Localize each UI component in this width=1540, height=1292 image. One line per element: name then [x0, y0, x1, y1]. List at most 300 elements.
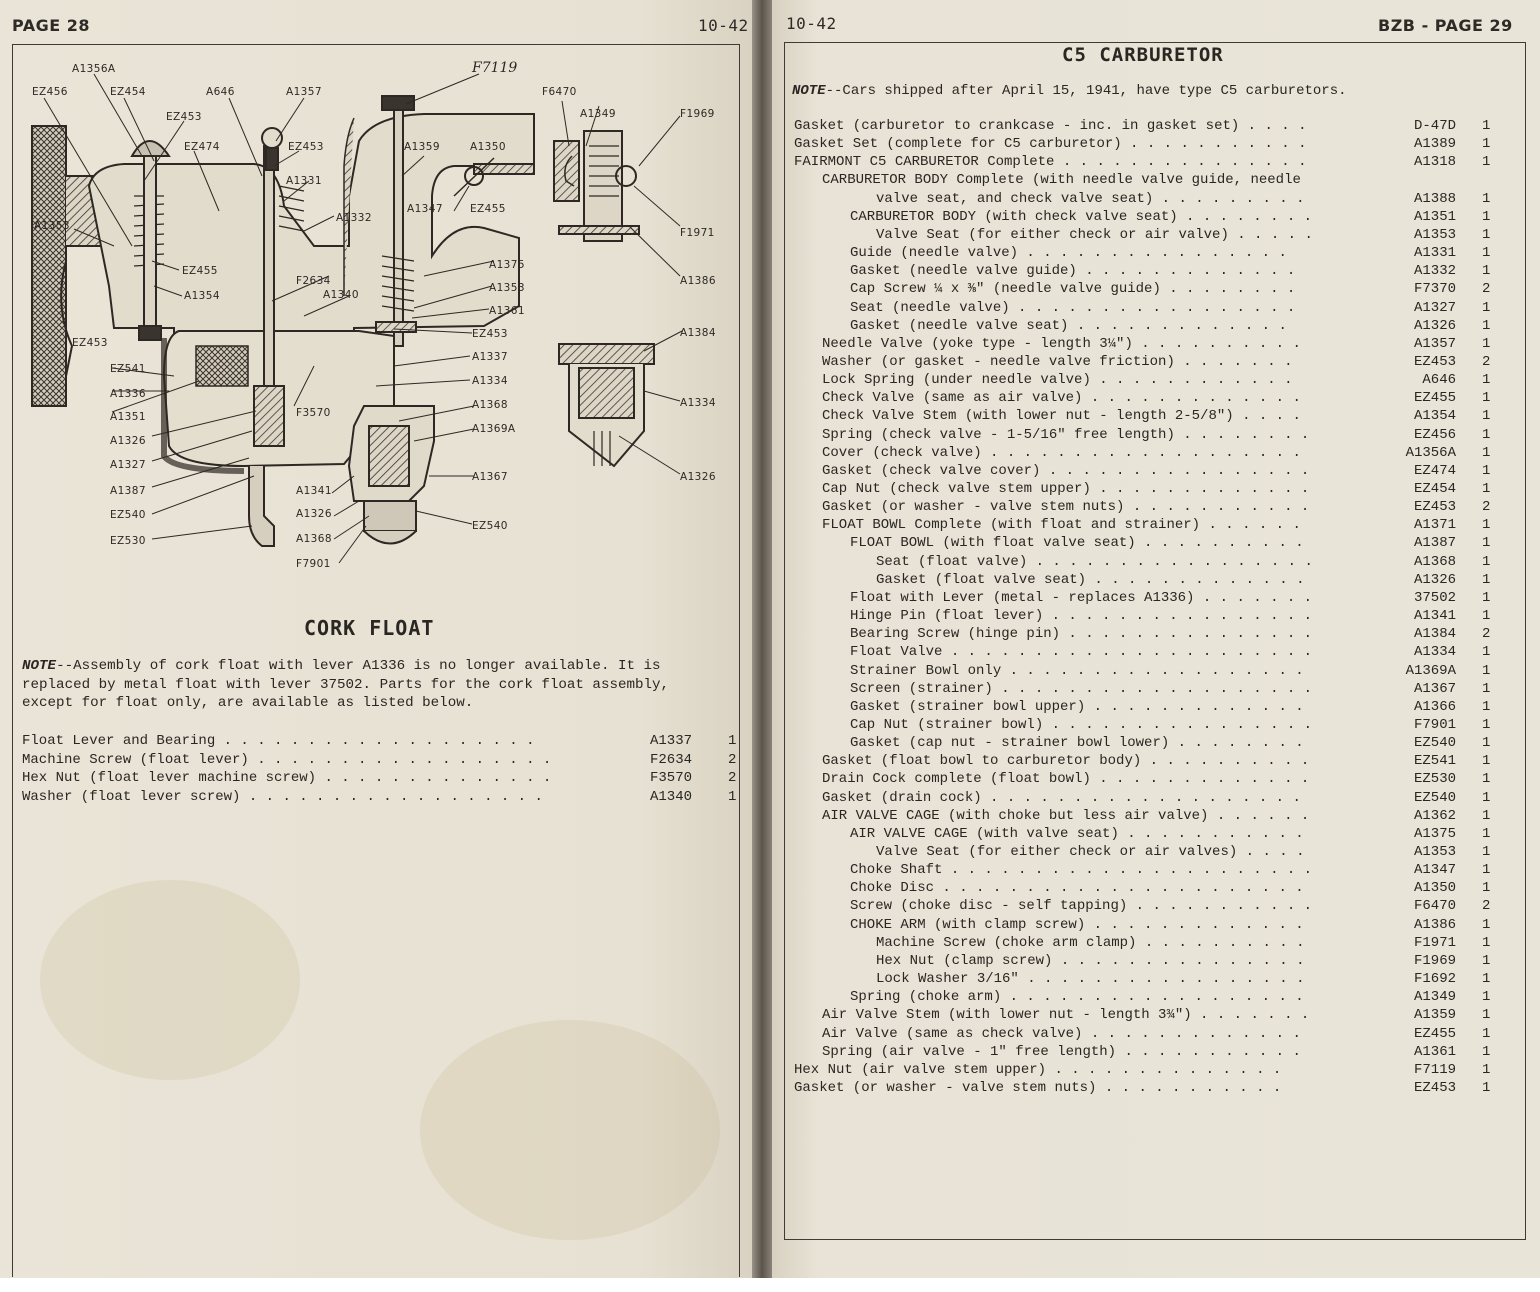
- parts-row: [772, 879, 1532, 897]
- part-number: A1386: [1413, 916, 1456, 933]
- parts-row: [772, 534, 1532, 552]
- parts-row: [772, 770, 1532, 788]
- diagram-callout-label: F3570: [296, 407, 331, 419]
- parts-row: [772, 662, 1532, 680]
- parts-row: [772, 262, 1532, 280]
- part-description: valve seat, and check valve seat) . . . . . . . . .: [876, 190, 1305, 207]
- diagram-callout-label: A1386: [680, 275, 716, 287]
- part-number: A1354: [1413, 408, 1456, 425]
- part-description: Spring (check valve - 1-5/16" free length) . . . . . . . .: [822, 426, 1310, 443]
- part-number: A1387: [1413, 535, 1456, 552]
- part-number: A1369A: [1405, 662, 1456, 679]
- part-description: AIR VALVE CAGE (with valve seat) . . . . . . . . . . .: [850, 825, 1304, 842]
- parts-row: [772, 807, 1532, 825]
- diagram-callout-label: A1349: [580, 108, 616, 120]
- diagram-callout-label: EZ541: [110, 363, 146, 375]
- diagram-callout-label: A1334: [472, 375, 508, 387]
- diagram-callout-label: F7901: [296, 558, 331, 570]
- book-gutter: [752, 0, 772, 1278]
- part-quantity: 1: [1482, 462, 1491, 479]
- part-number: A1353: [1413, 226, 1456, 243]
- part-number: A1326: [1413, 317, 1456, 334]
- part-description: Strainer Bowl only . . . . . . . . . . . . . . . . . .: [850, 662, 1304, 679]
- part-description: Check Valve (same as air valve) . . . . . . . . . . . . .: [822, 390, 1301, 407]
- diagram-callout-label: A1334: [680, 397, 716, 409]
- part-number: A1389: [1413, 136, 1456, 153]
- diagram-callout-label: A1336: [110, 388, 146, 400]
- parts-row: [772, 371, 1532, 389]
- diagram-callout-label: EZ530: [110, 535, 146, 547]
- parts-row: [772, 916, 1532, 934]
- parts-row: [772, 734, 1532, 752]
- part-quantity: 1: [1482, 716, 1491, 733]
- part-description: Guide (needle valve) . . . . . . . . . . . . . . . .: [850, 245, 1287, 262]
- parts-row: [772, 643, 1532, 661]
- part-number: A1332: [1413, 263, 1456, 280]
- parts-row: [772, 335, 1532, 353]
- note-label: NOTE: [792, 83, 826, 99]
- part-quantity: 2: [1482, 499, 1491, 516]
- cork-float-note: [22, 657, 669, 713]
- part-quantity: 1: [1482, 662, 1491, 679]
- diagram-callout-label: A1387: [110, 485, 146, 497]
- part-quantity: 1: [1482, 154, 1491, 171]
- part-description: Gasket (check valve cover) . . . . . . . . . . . . . . . .: [822, 462, 1310, 479]
- part-description: Float with Lever (metal - replaces A1336) . . . . . . .: [850, 589, 1313, 606]
- part-quantity: 1: [1482, 789, 1491, 806]
- parts-row: [772, 153, 1532, 171]
- parts-row: [772, 407, 1532, 425]
- part-quantity: 1: [1482, 825, 1491, 842]
- part-number: A1375: [1413, 825, 1456, 842]
- part-number: EZ453: [1413, 353, 1456, 370]
- part-description: Washer (or gasket - needle valve friction) . . . . . . .: [822, 353, 1293, 370]
- part-description: Gasket (strainer bowl upper) . . . . . . . . . . . . .: [850, 698, 1304, 715]
- part-number: EZ541: [1413, 753, 1456, 770]
- part-description: AIR VALVE CAGE (with choke but less air valve) . . . . . .: [822, 807, 1310, 824]
- parts-row: [772, 444, 1532, 462]
- part-number: F7370: [1413, 281, 1456, 298]
- diagram-callout-label: A646: [206, 86, 235, 98]
- diagram-callout-label: A1368: [296, 533, 332, 545]
- diagram-callout-label: F2634: [296, 275, 331, 287]
- diagram-callout-label: F1969: [680, 108, 715, 120]
- part-description: Needle Valve (yoke type - length 3¼") . . . . . . . . . .: [822, 335, 1301, 352]
- part-quantity: 1: [1482, 571, 1491, 588]
- part-number: A1331: [1413, 245, 1456, 262]
- part-number: A1368: [1413, 553, 1456, 570]
- part-quantity: 1: [1482, 553, 1491, 570]
- part-number: A1337: [650, 733, 693, 749]
- part-number: A1367: [1413, 680, 1456, 697]
- part-number: A1362: [1413, 807, 1456, 824]
- part-quantity: 1: [1482, 1025, 1491, 1042]
- diagram-callout-label: F6470: [542, 86, 577, 98]
- diagram-callout-label: EZ453: [472, 328, 508, 340]
- part-number: A1347: [1413, 862, 1456, 879]
- part-quantity: 1: [1482, 208, 1491, 225]
- part-description: Gasket (float bowl to carburetor body) . . . . . . . . . .: [822, 753, 1310, 770]
- part-quantity: 1: [728, 788, 737, 805]
- part-description: Cap Nut (strainer bowl) . . . . . . . . . . . . . . . .: [850, 716, 1313, 733]
- parts-row: [22, 788, 742, 806]
- part-number: A1357: [1413, 335, 1456, 352]
- part-description: Machine Screw (choke arm clamp) . . . . . . . . . .: [876, 934, 1305, 951]
- part-quantity: 2: [1482, 626, 1491, 643]
- handwritten-label: F7119: [472, 60, 518, 76]
- part-description: Air Valve Stem (with lower nut - length 3¾") . . . . . . .: [822, 1007, 1310, 1024]
- parts-row: [772, 970, 1532, 988]
- part-description: Spring (air valve - 1" free length) . . . . . . . . . . .: [822, 1043, 1301, 1060]
- part-quantity: 2: [1482, 281, 1491, 298]
- part-description: Gasket (drain cock) . . . . . . . . . . . . . . . . . . .: [822, 789, 1301, 806]
- part-quantity: 1: [1482, 698, 1491, 715]
- part-number: EZ455: [1413, 1025, 1456, 1042]
- parts-row: [772, 299, 1532, 317]
- part-number: F1692: [1413, 971, 1456, 988]
- diagram-callout-label: EZ456: [32, 86, 68, 98]
- diagram-callout-label: A1332: [336, 212, 372, 224]
- note-line-2: replaced by metal float with lever 37502. Parts for the cork float assembly,: [22, 676, 670, 693]
- parts-row: [772, 789, 1532, 807]
- section-title-cork-float: CORK FLOAT: [304, 616, 435, 640]
- diagram-callout-label: EZ540: [472, 520, 508, 532]
- part-quantity: 1: [1482, 299, 1491, 316]
- part-number: F2634: [650, 751, 693, 768]
- part-quantity: 1: [1482, 408, 1491, 425]
- diagram-callout-label: EZ454: [110, 86, 146, 98]
- parts-row: [772, 498, 1532, 516]
- part-number: A1359: [1413, 1007, 1456, 1024]
- parts-row: [772, 934, 1532, 952]
- parts-row: [772, 244, 1532, 262]
- part-number: F1969: [1413, 952, 1456, 969]
- diagram-callout-label: A1368: [472, 399, 508, 411]
- part-quantity: 1: [1482, 807, 1491, 824]
- part-quantity: 1: [1482, 426, 1491, 443]
- part-quantity: 1: [1482, 372, 1491, 389]
- diagram-callout-label: A1350: [470, 141, 506, 153]
- part-number: D-47D: [1413, 118, 1456, 134]
- diagram-callout-label: A1326: [110, 435, 146, 447]
- parts-row: [772, 1079, 1532, 1097]
- parts-row: [772, 389, 1532, 407]
- part-quantity: 1: [1482, 335, 1491, 352]
- diagram-callout-label: A1347: [407, 203, 443, 215]
- part-number: A1388: [1413, 190, 1456, 207]
- part-description: Gasket (float valve seat) . . . . . . . . . . . . .: [876, 571, 1305, 588]
- part-description: Valve Seat (for either check or air valves) . . . .: [876, 844, 1305, 860]
- diagram-callout-label: A1353: [34, 220, 70, 232]
- right-page: [772, 0, 1540, 1278]
- diagram-callout-label: EZ453: [72, 337, 108, 349]
- parts-row: [772, 1061, 1532, 1079]
- part-quantity: 1: [1482, 971, 1491, 988]
- diagram-callout-label: A1356A: [72, 63, 116, 75]
- part-number: F6470: [1413, 898, 1456, 915]
- part-quantity: 1: [1482, 589, 1491, 606]
- parts-row: [772, 317, 1532, 335]
- diagram-callout-label: A1367: [472, 471, 508, 483]
- part-quantity: 1: [1482, 862, 1491, 879]
- part-description: Float Lever and Bearing . . . . . . . . . . . . . . . . . . .: [22, 733, 535, 749]
- diagram-callout-label: EZ455: [470, 203, 506, 215]
- part-number: A1349: [1413, 989, 1456, 1006]
- diagram-callout-label: A1331: [286, 175, 322, 187]
- parts-row: [772, 589, 1532, 607]
- parts-row: [772, 752, 1532, 770]
- diagram-callout-label: A1361: [489, 305, 525, 317]
- diagram-callout-label: A1369A: [472, 423, 516, 435]
- part-description: Choke Disc . . . . . . . . . . . . . . . . . . . . . .: [850, 880, 1304, 897]
- part-quantity: 1: [1482, 517, 1491, 534]
- part-description: Float Valve . . . . . . . . . . . . . . . . . . . . . .: [850, 644, 1313, 661]
- parts-row: [22, 732, 742, 750]
- parts-row: [772, 825, 1532, 843]
- note-line-1: --Assembly of cork float with lever A1336 is no longer available. It is: [56, 658, 661, 674]
- part-description: Gasket (needle valve seat) . . . . . . . . . . . . .: [850, 317, 1287, 334]
- part-number: A1326: [1413, 571, 1456, 588]
- diagram-callout-label: A1359: [404, 141, 440, 153]
- part-description: Lock Spring (under needle valve) . . . . . . . . . . . .: [822, 372, 1293, 389]
- parts-row: [772, 988, 1532, 1006]
- part-number: A1353: [1413, 844, 1456, 860]
- part-description: FLOAT BOWL (with float valve seat) . . . . . . . . . .: [850, 535, 1304, 552]
- part-quantity: 1: [1482, 1061, 1491, 1078]
- part-description: Screw (choke disc - self tapping) . . . . . . . . . . .: [850, 898, 1313, 915]
- part-quantity: 1: [1482, 535, 1491, 552]
- part-quantity: 1: [1482, 735, 1491, 752]
- part-description: Gasket (or washer - valve stem nuts) . . . . . . . . . . .: [822, 499, 1310, 516]
- parts-row: [772, 1025, 1532, 1043]
- parts-row: [772, 1043, 1532, 1061]
- part-number: EZ530: [1413, 771, 1456, 788]
- parts-row: [772, 226, 1532, 244]
- left-page: [0, 0, 752, 1278]
- diagram-callout-label: EZ455: [182, 265, 218, 277]
- part-description: Screen (strainer) . . . . . . . . . . . . . . . . . . .: [850, 680, 1313, 697]
- diagram-callout-label: A1351: [110, 411, 146, 423]
- part-description: Choke Shaft . . . . . . . . . . . . . . . . . . . . . .: [850, 862, 1313, 879]
- part-description: Hinge Pin (float lever) . . . . . . . . . . . . . . . .: [850, 608, 1313, 625]
- part-number: F1971: [1413, 934, 1456, 951]
- part-description: Hex Nut (float lever machine screw) . . . . . . . . . . . . . .: [22, 770, 552, 787]
- part-description: Cap Nut (check valve stem upper) . . . . . . . . . . . . .: [822, 481, 1310, 497]
- part-quantity: 1: [1482, 753, 1491, 770]
- diagram-callout-label: A1375: [489, 259, 525, 271]
- part-number: A1351: [1413, 208, 1456, 225]
- part-quantity: 2: [1482, 898, 1491, 915]
- parts-row: [772, 135, 1532, 153]
- part-description: Gasket (needle valve guide) . . . . . . . . . . . . .: [850, 263, 1296, 280]
- part-quantity: 1: [1482, 245, 1491, 262]
- part-number: A1361: [1413, 1043, 1456, 1060]
- part-description: Bearing Screw (hinge pin) . . . . . . . . . . . . . . .: [850, 626, 1313, 643]
- part-number: EZ455: [1413, 390, 1456, 407]
- part-quantity: 1: [1482, 118, 1491, 134]
- parts-row: [772, 698, 1532, 716]
- part-quantity: 1: [1482, 481, 1491, 497]
- part-description: Seat (needle valve) . . . . . . . . . . . . . . . . .: [850, 299, 1296, 316]
- part-quantity: 1: [1482, 952, 1491, 969]
- carburetor-diagram: [14, 46, 734, 576]
- part-number: A1334: [1413, 644, 1456, 661]
- part-number: F7901: [1413, 716, 1456, 733]
- parts-row: [22, 769, 742, 787]
- parts-row: [772, 190, 1532, 208]
- part-number: EZ474: [1413, 462, 1456, 479]
- part-description: Valve Seat (for either check or air valve) . . . . .: [876, 226, 1313, 243]
- part-description: Air Valve (same as check valve) . . . . . . . . . . . . .: [822, 1025, 1301, 1042]
- note-text: --Cars shipped after April 15, 1941, have type C5 carburetors.: [825, 83, 1347, 99]
- diagram-callout-label: EZ474: [184, 141, 220, 153]
- section-title-c5-carburetor: C5 CARBURETOR: [1062, 44, 1224, 66]
- part-number: EZ456: [1413, 426, 1456, 443]
- revision-left: 10-42: [698, 16, 749, 35]
- part-quantity: 2: [728, 751, 737, 768]
- parts-row: [772, 480, 1532, 498]
- note-line-3: except for float only, are available as listed below.: [22, 695, 474, 711]
- part-number: EZ454: [1413, 481, 1456, 497]
- part-description: Drain Cock complete (float bowl) . . . . . . . . . . . . .: [822, 771, 1310, 788]
- part-description: Washer (float lever screw) . . . . . . . . . . . . . . . . . .: [22, 788, 543, 805]
- diagram-callout-label: A1354: [184, 290, 220, 302]
- part-number: EZ453: [1413, 1079, 1456, 1096]
- parts-row: [772, 462, 1532, 480]
- parts-row: [772, 117, 1532, 135]
- part-number: A646: [1422, 372, 1456, 389]
- part-quantity: 2: [728, 770, 737, 787]
- parts-row: [772, 1006, 1532, 1024]
- page-number-left: PAGE 28: [12, 16, 91, 35]
- diagram-callout-label: A1341: [296, 485, 332, 497]
- part-number: A1350: [1413, 880, 1456, 897]
- part-number: A1356A: [1405, 444, 1456, 461]
- part-quantity: 1: [1482, 226, 1491, 243]
- parts-row: [772, 208, 1532, 226]
- part-quantity: 2: [1482, 353, 1491, 370]
- part-number: F3570: [650, 770, 693, 787]
- diagram-callout-label: A1326: [680, 471, 716, 483]
- part-quantity: 1: [1482, 880, 1491, 897]
- part-description: Hex Nut (clamp screw) . . . . . . . . . . . . . . .: [876, 952, 1305, 969]
- part-number: A1318: [1413, 154, 1456, 171]
- parts-row: [772, 952, 1532, 970]
- part-number: F7119: [1413, 1061, 1456, 1078]
- part-quantity: 1: [1482, 136, 1491, 153]
- part-description: CHOKE ARM (with clamp screw) . . . . . . . . . . . . .: [850, 916, 1304, 933]
- revision-right: 10-42: [786, 14, 837, 33]
- diagram-callout-label: A1340: [323, 289, 359, 301]
- parts-row: [772, 861, 1532, 879]
- diagram-callout-label: EZ453: [288, 141, 324, 153]
- part-number: A1327: [1413, 299, 1456, 316]
- part-quantity: 1: [1482, 916, 1491, 933]
- parts-row: [772, 843, 1532, 861]
- parts-row: [772, 897, 1532, 915]
- part-number: A1366: [1413, 698, 1456, 715]
- parts-row: [772, 280, 1532, 298]
- part-quantity: 1: [1482, 989, 1491, 1006]
- part-quantity: 1: [1482, 390, 1491, 407]
- part-quantity: 1: [1482, 680, 1491, 697]
- part-description: Machine Screw (float lever) . . . . . . . . . . . . . . . . . .: [22, 751, 552, 768]
- part-description: Gasket (or washer - valve stem nuts) . . . . . . . . . . .: [794, 1079, 1282, 1096]
- part-description: FAIRMONT C5 CARBURETOR Complete . . . . . . . . . . . . . . .: [794, 154, 1307, 171]
- parts-row: [22, 751, 742, 769]
- diagram-callout-label: EZ540: [110, 509, 146, 521]
- part-quantity: 1: [1482, 1043, 1491, 1060]
- part-quantity: 1: [1482, 190, 1491, 207]
- part-description: Check Valve Stem (with lower nut - length 2-5/8") . . . .: [822, 408, 1301, 425]
- part-number: A1371: [1413, 517, 1456, 534]
- page-number-right: BZB - PAGE 29: [1378, 16, 1513, 35]
- diagram-callout-label: A1337: [472, 351, 508, 363]
- parts-row: [772, 516, 1532, 534]
- part-description: Lock Washer 3/16" . . . . . . . . . . . . . . . . .: [876, 971, 1305, 988]
- parts-row: [772, 571, 1532, 589]
- diagram-callout-label: A1357: [286, 86, 322, 98]
- part-description: Spring (choke arm) . . . . . . . . . . . . . . . . . .: [850, 989, 1304, 1006]
- parts-row: [772, 171, 1532, 189]
- part-quantity: 1: [1482, 1079, 1491, 1096]
- part-number: EZ453: [1413, 499, 1456, 516]
- part-quantity: 1: [1482, 844, 1491, 860]
- part-number: A1341: [1413, 608, 1456, 625]
- part-description: Cap Screw ¼ x ⅜" (needle valve guide) . . . . . . . .: [850, 281, 1296, 298]
- part-quantity: 1: [1482, 608, 1491, 625]
- part-description: Seat (float valve) . . . . . . . . . . . . . . . . .: [876, 553, 1313, 570]
- part-quantity: 1: [1482, 644, 1491, 661]
- diagram-callout-label: A1353: [489, 282, 525, 294]
- part-number: A1384: [1413, 626, 1456, 643]
- diagram-callout-label: EZ453: [166, 111, 202, 123]
- part-description: CARBURETOR BODY (with check valve seat) . . . . . . . .: [850, 208, 1313, 225]
- part-description: CARBURETOR BODY Complete (with needle valve guide, needle: [822, 172, 1301, 189]
- part-number: A1340: [650, 788, 693, 805]
- part-quantity: 1: [1482, 934, 1491, 951]
- part-number: EZ540: [1413, 789, 1456, 806]
- parts-row: [772, 716, 1532, 734]
- part-quantity: 1: [1482, 771, 1491, 788]
- parts-row: [772, 607, 1532, 625]
- diagram-callout-label: A1384: [680, 327, 716, 339]
- parts-row: [772, 680, 1532, 698]
- diagram-callout-label: F1971: [680, 227, 715, 239]
- part-quantity: 1: [1482, 444, 1491, 461]
- part-quantity: 1: [728, 733, 737, 749]
- part-quantity: 1: [1482, 263, 1491, 280]
- part-description: Gasket Set (complete for C5 carburetor) . . . . . . . . . . .: [794, 136, 1307, 153]
- parts-row: [772, 426, 1532, 444]
- part-number: EZ540: [1413, 735, 1456, 752]
- parts-row: [772, 625, 1532, 643]
- part-quantity: 1: [1482, 317, 1491, 334]
- part-description: FLOAT BOWL Complete (with float and strainer) . . . . . .: [822, 517, 1301, 534]
- parts-row: [772, 553, 1532, 571]
- part-description: Gasket (cap nut - strainer bowl lower) . . . . . . . .: [850, 735, 1304, 752]
- diagram-callout-label: A1327: [110, 459, 146, 471]
- part-description: Gasket (carburetor to crankcase - inc. in gasket set) . . . .: [794, 118, 1307, 134]
- c5-note: [792, 82, 1347, 101]
- note-label: NOTE: [22, 658, 57, 674]
- part-number: 37502: [1413, 589, 1456, 606]
- parts-row: [772, 353, 1532, 371]
- part-quantity: 1: [1482, 1007, 1491, 1024]
- part-description: Cover (check valve) . . . . . . . . . . . . . . . . . . .: [822, 444, 1301, 461]
- part-description: Hex Nut (air valve stem upper) . . . . . . . . . . . . . .: [794, 1061, 1282, 1078]
- diagram-callout-label: A1326: [296, 508, 332, 520]
